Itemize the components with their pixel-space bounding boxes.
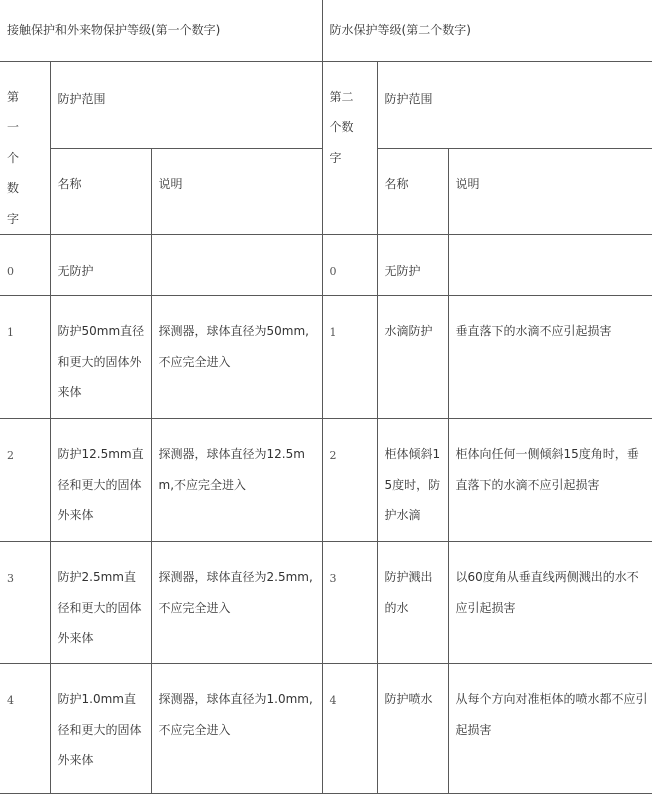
right-desc-cell — [448, 419, 652, 542]
left-desc-value: 探测器，球体直径为12.5mm,不应完全进入 — [158, 447, 305, 492]
left-desc-cell — [151, 664, 322, 794]
right-desc-header-text: 说明 — [455, 176, 480, 191]
left-digit-cell — [0, 664, 50, 794]
left-desc-cell — [151, 296, 322, 419]
table-row — [0, 664, 652, 794]
left-desc-value — [152, 235, 322, 256]
left-name-value: 防护1.0mm直径和更大的固体外来体 — [57, 692, 142, 767]
right-desc-value — [449, 235, 652, 256]
right-name-cell — [377, 542, 448, 664]
left-name-value: 防护50mm直径和更大的固体外来体 — [57, 324, 145, 399]
right-digit-value: 1 — [329, 326, 337, 339]
left-digit-cell — [0, 419, 50, 542]
right-desc-value: 以60度角从垂直线两侧溅出的水不应引起损害 — [455, 570, 639, 615]
left-desc-cell — [151, 419, 322, 542]
left-digit-value: 0 — [7, 265, 14, 278]
left-name-header — [50, 148, 151, 234]
left-name-cell — [50, 235, 151, 296]
scope-header-row — [0, 61, 652, 148]
left-digit-cell — [0, 235, 50, 296]
left-digit-header-text: 第一个数字 — [7, 89, 20, 226]
right-desc-value: 垂直落下的水滴不应引起损害 — [455, 324, 612, 338]
left-digit-header — [0, 61, 50, 235]
table-row — [0, 296, 652, 419]
right-digit-header-text: 第二个数字 — [329, 89, 354, 165]
left-digit-value: 4 — [7, 694, 14, 707]
right-name-value: 柜体倾斜15度时，防护水滴 — [384, 447, 441, 522]
right-digit-value: 3 — [329, 572, 337, 585]
right-name-header — [377, 148, 448, 234]
left-name-value: 防护12.5mm直径和更大的固体外来体 — [57, 447, 144, 522]
right-digit-cell — [322, 664, 377, 794]
left-desc-cell — [151, 235, 322, 296]
right-desc-header — [448, 148, 652, 234]
left-name-cell — [50, 664, 151, 794]
left-group-title-text: 接触保护和外来物保护等级(第一个数字) — [7, 23, 221, 37]
right-scope-header-text: 防护范围 — [384, 91, 433, 106]
right-desc-cell — [448, 235, 652, 296]
left-name-cell — [50, 542, 151, 664]
left-desc-value: 探测器，球体直径为50mm,不应完全进入 — [158, 324, 309, 369]
left-digit-cell — [0, 542, 50, 664]
right-name-cell — [377, 419, 448, 542]
table-row — [0, 235, 652, 296]
left-digit-value: 3 — [7, 572, 14, 585]
table-row — [0, 419, 652, 542]
right-digit-cell — [322, 419, 377, 542]
right-digit-value: 2 — [329, 449, 337, 462]
left-digit-cell — [0, 296, 50, 419]
group-header-row — [0, 0, 652, 61]
right-desc-cell — [448, 296, 652, 419]
right-name-value: 防护喷水 — [384, 692, 433, 706]
right-name-cell — [377, 296, 448, 419]
left-desc-value: 探测器，球体直径为1.0mm,不应完全进入 — [158, 692, 313, 737]
right-desc-value: 从每个方向对准柜体的喷水都不应引起损害 — [455, 692, 648, 737]
right-group-title — [322, 0, 652, 61]
right-digit-value: 0 — [329, 265, 337, 278]
right-digit-cell — [322, 542, 377, 664]
right-desc-cell — [448, 664, 652, 794]
right-digit-header — [322, 61, 377, 235]
right-name-cell — [377, 664, 448, 794]
right-desc-value: 柜体向任何一侧倾斜15度角时，垂直落下的水滴不应引起损害 — [455, 447, 639, 492]
right-group-title-text: 防水保护等级(第二个数字) — [329, 23, 471, 37]
right-digit-cell — [322, 235, 377, 296]
left-desc-header — [151, 148, 322, 234]
left-name-value: 无防护 — [57, 264, 94, 278]
left-name-cell — [50, 419, 151, 542]
left-digit-value: 1 — [7, 326, 14, 339]
right-name-value: 水滴防护 — [384, 324, 433, 338]
left-name-value: 防护2.5mm直径和更大的固体外来体 — [57, 570, 142, 645]
left-digit-value: 2 — [7, 449, 14, 462]
left-desc-cell — [151, 542, 322, 664]
right-desc-cell — [448, 542, 652, 664]
right-scope-header — [377, 61, 652, 148]
left-scope-header — [50, 61, 322, 148]
right-name-value: 防护溅出的水 — [384, 570, 433, 615]
right-digit-cell — [322, 296, 377, 419]
left-desc-header-text: 说明 — [158, 176, 183, 191]
right-digit-value: 4 — [329, 694, 337, 707]
right-name-value: 无防护 — [384, 264, 421, 278]
right-name-cell — [377, 235, 448, 296]
left-group-title — [0, 0, 322, 61]
right-name-header-text: 名称 — [384, 176, 409, 191]
left-scope-header-text: 防护范围 — [57, 91, 106, 106]
table-row — [0, 542, 652, 664]
left-desc-value: 探测器，球体直径为2.5mm,不应完全进入 — [158, 570, 313, 615]
left-name-cell — [50, 296, 151, 419]
left-name-header-text: 名称 — [57, 176, 82, 191]
